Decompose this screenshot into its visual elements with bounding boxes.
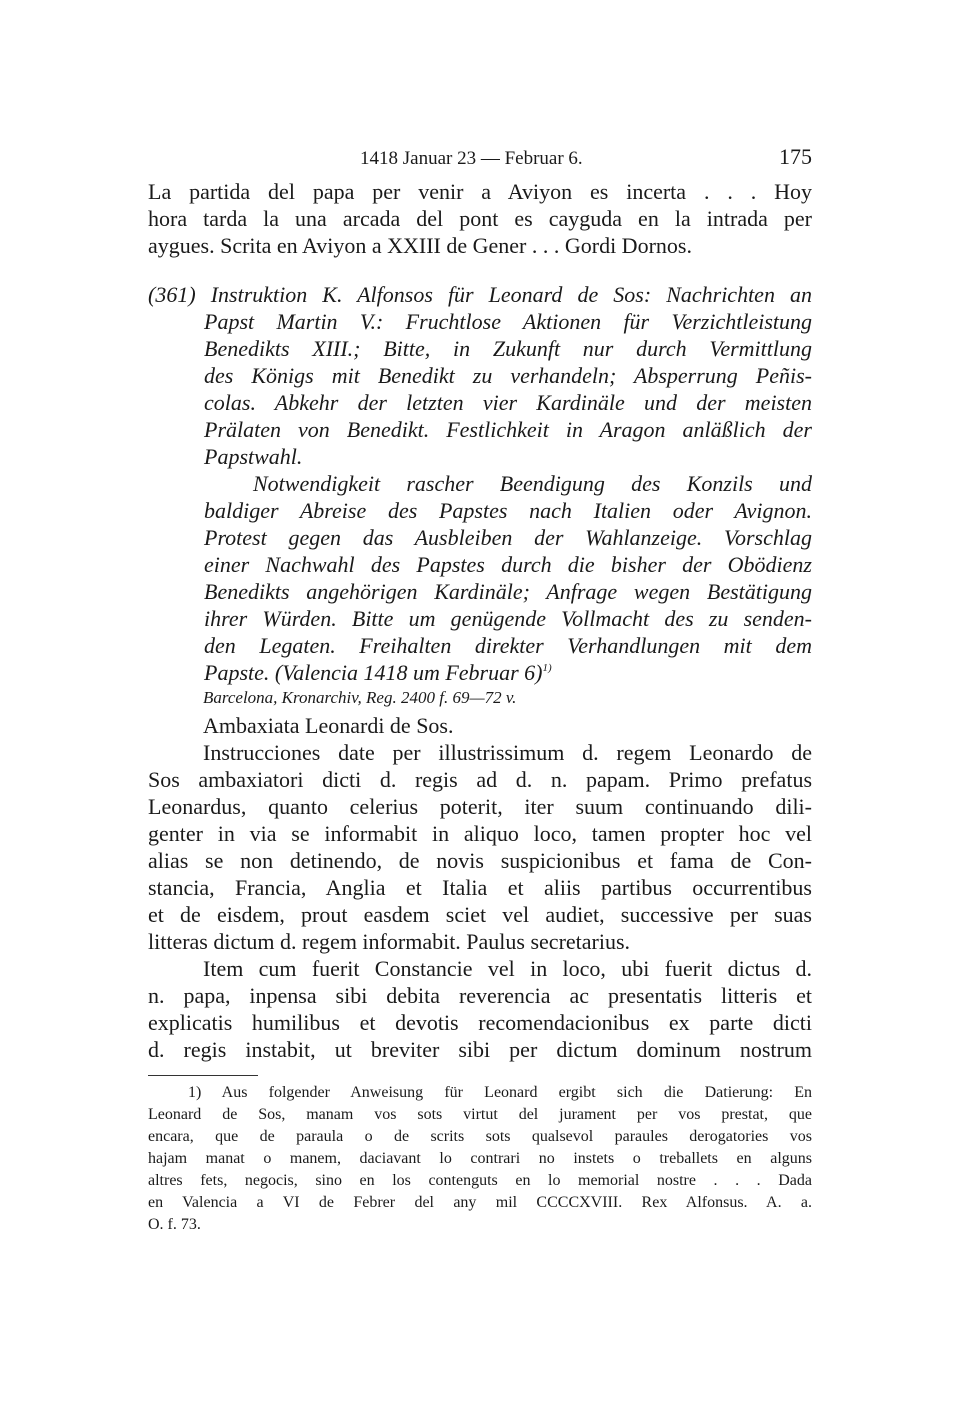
text-line: Protest gegen das Ausbleiben der Wahlanzeige. Vorschlag (204, 525, 812, 550)
text-line: genter in via se informabit in aliquo loco, tamen propter hoc vel (148, 821, 812, 846)
text-line: Leonardus, quanto celerius poterit, iter suum continuando dili- (148, 794, 812, 819)
page-number: 175 (779, 144, 812, 169)
text-line: baldiger Abreise des Papstes nach Italien oder Avignon. (204, 498, 812, 523)
text-line: et de eisdem, prout easdem sciet vel audiet, successive per suas (148, 902, 812, 927)
footnote-marker: 1) (542, 662, 552, 674)
footnote-line: O. f. 73. (148, 1216, 201, 1233)
text-line: Instrucciones date per illustrissimum d. regem Leonardo de (203, 740, 812, 765)
footnote-line: 1) Aus folgender Anweisung für Leonard ergibt sich die Datierung: En (188, 1084, 812, 1101)
text-line: hora tarda la una arcada del pont es cayguda en la intrada per (148, 206, 812, 231)
footnote-line: en Valencia a VI de Febrer del any mil CCCCXVIII. Rex Alfonsus. A. a. (148, 1194, 812, 1211)
regest-paragraph-2 (148, 470, 812, 686)
text-line: den Legaten. Freihalten direkter Verhandlungen mit dem (204, 633, 812, 658)
footnote-line: hajam manat o manem, daciavant lo contrari no instets o treballets en alguns (148, 1150, 812, 1167)
footnote-line: altres fets, negocis, sino en los contenguts en lo memorial nostre . . . Dada (148, 1172, 812, 1189)
regest-paragraph (148, 281, 812, 470)
text-line: Benedikts angehörigen Kardinäle; Anfrage wegen Bestätigung (204, 579, 812, 604)
text-line: (361) Instruktion K. Alfonsos für Leonard de Sos: Nachrichten an (148, 282, 812, 307)
text-line: Sos ambaxiatori dicti d. regis ad d. n. papam. Primo prefatus (148, 767, 812, 792)
text-line: einer Nachwahl des Papstes durch die bisher der Obödienz (204, 552, 812, 577)
text-line: ihrer Würden. Bitte um genügende Vollmacht des zu senden- (204, 606, 812, 631)
body-text (148, 739, 812, 1063)
text-line: d. regis instabit, ut breviter sibi per dictum dominum nostrum (148, 1037, 812, 1062)
running-title: 1418 Januar 23 — Februar 6. (360, 148, 583, 169)
text-line: aygues. Scrita en Aviyon a XXIII de Gener . . . Gordi Dornos. (148, 233, 692, 258)
text-line: n. papa, inpensa sibi debita reverencia ac presentatis litteris et (148, 983, 812, 1008)
text-line: La partida del papa per venir a Aviyon es incerta . . . Hoy (148, 179, 812, 204)
text-line: colas. Abkehr der letzten vier Kardinäle und der meisten (204, 390, 812, 415)
text-line: Papstwahl. (204, 444, 303, 469)
text-line: alias se non detinendo, de novis suspicionibus et fama de Con- (148, 848, 812, 873)
footnote-line: encara, que de paraula o de scrits sots qualsevol paraules derogatories vos (148, 1128, 812, 1145)
text-line: Papste. (Valencia 1418 um Februar 6)$^{1)}$ (204, 660, 552, 685)
text-line: Notwendigkeit rascher Beendigung des Konzils und (253, 471, 812, 496)
text-line: Benedikts XIII.; Bitte, in Zukunft nur durch Vermittlung (204, 336, 812, 361)
page-header (148, 140, 812, 178)
footnote-divider (148, 1075, 258, 1076)
text-line: litteras dictum d. regem informabit. Paulus secretarius. (148, 929, 631, 954)
archive-source: Barcelona, Kronarchiv, Reg. 2400 f. 69—72 v. (203, 688, 517, 707)
footnote-line: Leonard de Sos, manam vos sots virtut del jurament per vos prestat, que (148, 1106, 812, 1123)
text-line: Papst Martin V.: Fruchtlose Aktionen für Verzichtleistung (204, 309, 812, 334)
document-title: Ambaxiata Leonardi de Sos. (203, 713, 454, 738)
footnote (148, 1082, 812, 1236)
intro-paragraph (148, 178, 812, 259)
text-line: explicatis humilibus et devotis recomendacionibus ex parte dicti (148, 1010, 812, 1035)
document-page (148, 140, 812, 1236)
text-line: stancia, Francia, Anglia et Italia et aliis partibus occurrentibus (148, 875, 812, 900)
text-line: Item cum fuerit Constancie vel in loco, ubi fuerit dictus d. (203, 956, 812, 981)
text-line: des Königs mit Benedikt zu verhandeln; Absperrung Peñis- (204, 363, 812, 388)
text-line: Prälaten von Benedikt. Festlichkeit in Aragon anläßlich der (204, 417, 812, 442)
